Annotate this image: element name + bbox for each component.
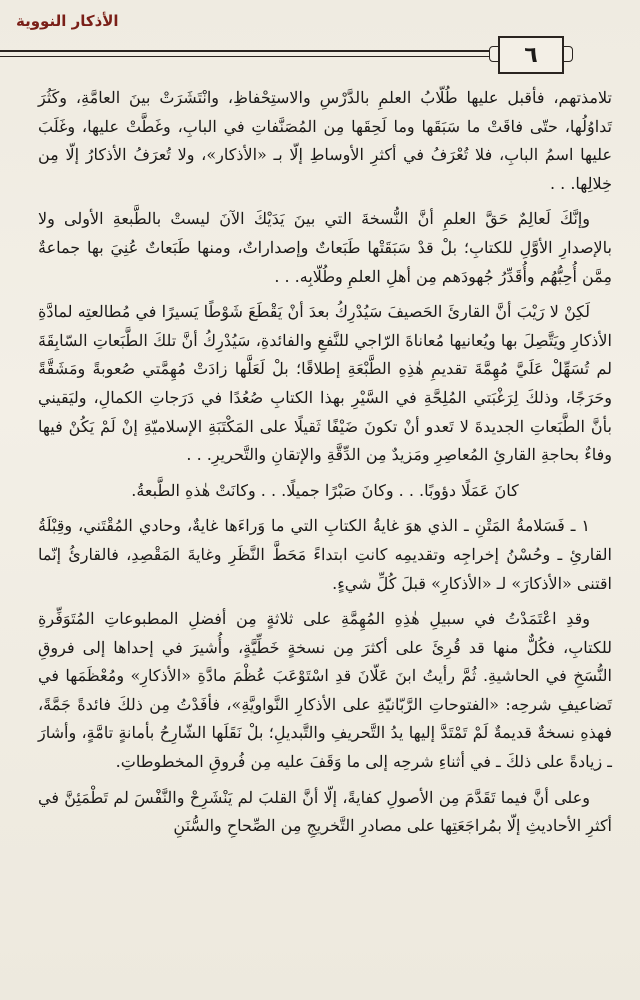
- header-rule: [0, 50, 520, 52]
- running-title: الأذكار النووية: [16, 12, 119, 30]
- paragraph: وقدِ اعْتَمَدْتُ في سبيلِ هٰذِهِ المُهِمَّةِ على ثلاثةٍ مِن أفضلِ المطبوعاتِ المُتَوَفِّرةِ للكتابِ، فكُلٌّ منها قد قُرِئَ على أكثرَ مِن نسخةٍ خَطِّيَّةٍ، وأُشيرَ في إحداها إلى فروقِ النُّسَخِ في الحاشيةِ. ثُمَّ رأيتُ ابنَ عَلّانَ قدِ اسْتَوْعَبَ عُظْمَ مادَّةِ «الأذكارِ» ومُعْظَمَها في تَضاعيفِ شرحِه: «الفتوحاتِ الرَّبّانيّةِ على الأذكارِ النَّواويَّةِ»، فأفَدْتُ مِن ذلكَ فائدةً جَمَّةً، فهذهِ نسخةٌ قديمةٌ لَمْ تَمْتَدَّ إليها يدُ التَّحريفِ والتَّبديلِ؛ بلْ نَقَلَها الشّارِحُ بأمانةٍ تامَّةٍ، وأشارَ ـ زيادةً على ذلكَ ـ في أثناءِ شرحِه إلى ما وَقَفَ عليه مِن فُروقِ المخطوطاتِ.: [38, 609, 613, 772]
- paragraph: ١ ـ فَسَلامةُ المَتْنِ ـ الذي هوَ غايةُ الكتابِ التي ما وَراءَها غايةٌ، وحادي المُقْتَني، وقِبْلَةُ القارئِ ـ وحُسْنُ إخراجِه وتقديمِه كانتِ ابتداءً مَحَطَّ النَّظَرِ وغايةَ المَقْصِدِ، فالقارئُ إنّما اقتنى «الأذكارَ» لـ «الأذكارِ» قبلَ كُلِّ شيءٍ.: [38, 516, 612, 593]
- paragraph: لَكِنْ لا رَيْبَ أنَّ القارئَ الحَصيفَ سَيُدْرِكُ بعدَ أنْ يَقْطَعَ شَوْطًا يَسيرًا في مُطالعتِه لمادَّةِ الأذكارِ ويَتَّصِلَ بها ويُعانيها مُعاناةَ الرّاجي للنَّفعِ والفائدةِ، سَيُدْرِكُ أنَّ تلكَ الطَّبَعاتِ السّابِقَةَ لم تُسَهِّلْ عَلَيَّ مُهِمَّةَ تقديمِ هٰذِهِ الطَّبْعَةِ إطلاقًا؛ بلْ لَعَلَّها زادَتْ مُهِمَّتي صُعوبةً ومَشَقَّةً وحَرَجًا، وذلكَ لِرَغْبَتي المُلِحَّةِ في السَّيْرِ بهذا الكتابِ صُعُدًا في دَرَجاتِ الكمالِ، وليَقيني بأنَّ الطَّبَعاتِ الجديدةَ لا تَعدو أنْ تكونَ ضَيْفًا ثَقيلًا على المَكْتَبَةِ الإسلاميّةِ إنْ لَمْ يَكُنْ فيها وفاءٌ بحاجةِ القارئِ المُعاصِرِ ومَزيدٌ مِن الدِّقَّةِ والإتقانِ والتَّحريرِ. . .: [38, 302, 612, 465]
- header-rule-thin: [0, 56, 518, 57]
- paragraph: وإنَّكَ لَعالِمٌ حَقَّ العلمِ أنَّ النُّسخةَ التي بينَ يَدَيْكَ الآنَ ليستْ بالطَّبعةِ الأولى ولا بالإصدارِ الأوَّلِ للكتابِ؛ بلْ قدْ سَبَقَتْها طَبَعاتٌ وإصداراتٌ، ومنها طَبَعاتٌ عُنِيَ بها جماعةٌ مِمَّن أُحِبُّهُم وأُقَدِّرُ جُهودَهم مِن أهلِ العلمِ وطُلّابِه. . .: [38, 209, 612, 286]
- paragraph: كانَ عَمَلًا دؤوبًا. . . وكانَ صَبْرًا جميلًا. . . وكانَتْ هٰذهِ الطَّبعةُ.: [131, 480, 519, 500]
- body-text: [38, 84, 612, 848]
- page-number: ٦: [498, 36, 564, 74]
- paragraph: تلامذتهم، فأقبل عليها طُلّابُ العلمِ بالدَّرْسِ والاستِحْفاظِ، وانْتَشَرَتْ بينَ العامَّةِ، وكَثُرَ تَداوُلُها، حتّى فاقَتْ ما سَبَقَها وما لَحِقَها مِن المُصَنَّفاتِ في البابِ، وغَطَّتْ عليها، وغَلَبَ عليها اسمُ البابِ، فلا تُعْرَفُ في أكثرِ الأوساطِ إلّا بـ «الأذكار»، ولا تُعرَفُ الأذكارُ إلّا مِن خِلالِها. . .: [38, 88, 612, 193]
- paragraph: وعلى أنَّ فيما تَقَدَّمَ مِن الأصولِ كفايةً، إلّا أنَّ القلبَ لم يَنْشَرِحْ والنَّفْسَ لم تَطْمَئِنَّ في أكثرِ الأحاديثِ إلّا بمُراجَعَتِها على مصادرِ التَّخريجِ مِن الصِّحاحِ والسُّنَنِ: [38, 787, 612, 836]
